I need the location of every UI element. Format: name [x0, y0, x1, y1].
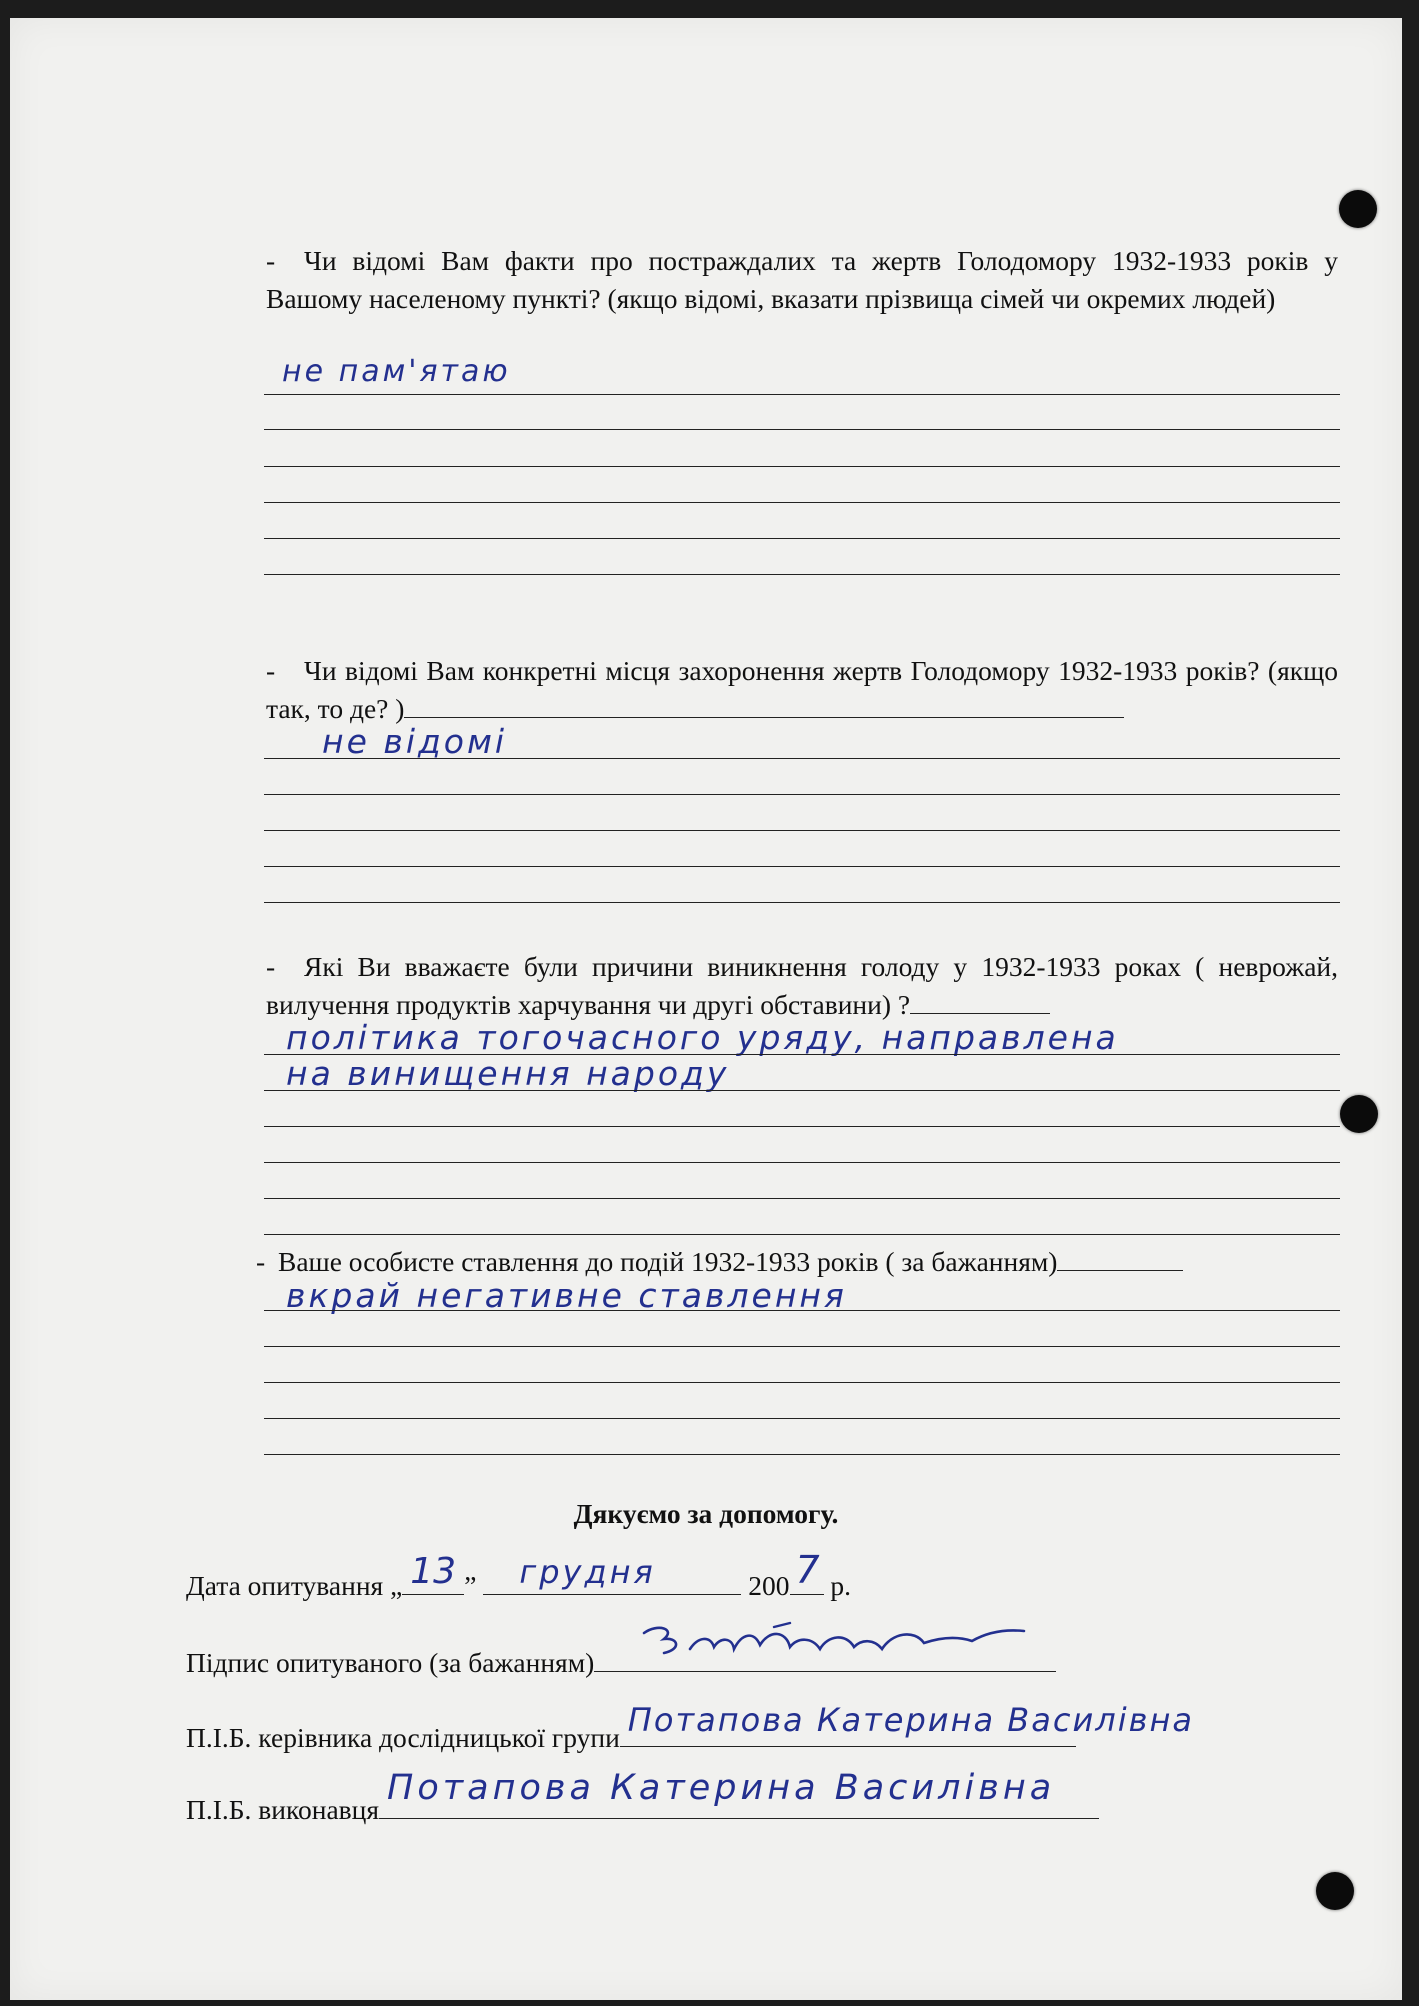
date-label: Дата опитування [186, 1570, 384, 1601]
handwritten-year-digit: 7 [795, 1548, 820, 1592]
answer-line [264, 902, 1340, 903]
handwritten-signature [624, 1619, 1044, 1665]
year-suffix: р. [830, 1570, 851, 1601]
question-dash: - [266, 245, 276, 276]
handwritten-answer: політика тогочасного уряду, направлена [286, 1018, 1119, 1057]
year-prefix: 200 [748, 1570, 790, 1601]
group-leader-blank [620, 1701, 1194, 1747]
handwritten-answer: не відомі [322, 722, 508, 761]
year-blank [790, 1548, 824, 1595]
handwritten-group-leader-name: Потапова Катерина Василівна [627, 1701, 1194, 1739]
question-dash: - [256, 1246, 266, 1277]
handwritten-answer: вкрай негативне ставлення [286, 1276, 847, 1315]
question-1 [266, 242, 1338, 318]
thanks-heading: Дякуємо за допомогу. [573, 1498, 839, 1529]
punch-hole-middle [1340, 1095, 1378, 1133]
answer-line [264, 1198, 1340, 1199]
answer-line [264, 830, 1340, 831]
punch-hole-top [1339, 190, 1377, 228]
answer-line [264, 1162, 1340, 1163]
signature-blank [594, 1643, 1056, 1672]
signature-label: Підпис опитуваного (за бажанням) [186, 1647, 595, 1678]
question-text: Які Ви вважаєте були причини виникнення голоду у 1932-1933 роках ( неврожай, вилучення продуктів харчування чи другі обставини) ? [266, 951, 1338, 1020]
question-3 [266, 948, 1338, 1024]
handwritten-answer: не пам'ятаю [282, 354, 511, 389]
answer-line [264, 574, 1340, 575]
open-quote: „ [390, 1570, 403, 1601]
executor-label: П.І.Б. виконавця [186, 1794, 379, 1825]
day-blank [402, 1551, 464, 1595]
executor-row [186, 1768, 1099, 1828]
answer-blank [910, 987, 1050, 1014]
survey-date-row [186, 1548, 851, 1604]
answer-line [264, 429, 1340, 430]
question-text: Чи відомі Вам конкретні місця захоронення жертв Голодомору 1932-1933 років? (якщо так, то де? ) [266, 655, 1338, 724]
answer-line [264, 1310, 1340, 1311]
answer-line [264, 394, 1340, 395]
question-text: Чи відомі Вам факти про постраждалих та жертв Голодомору 1932-1933 років у Вашому населеному пункті? (якщо відомі, вказати прізвища сімей чи окремих людей) [266, 245, 1338, 314]
answer-line [264, 1234, 1340, 1235]
answer-line [264, 1346, 1340, 1347]
group-leader-label: П.І.Б. керівника дослідницької групи [186, 1722, 620, 1753]
answer-line [264, 1454, 1340, 1455]
month-blank [483, 1553, 741, 1595]
handwritten-day: 13 [410, 1551, 457, 1592]
question-2 [266, 652, 1338, 728]
answer-blank [1057, 1244, 1183, 1271]
answer-line [264, 466, 1340, 467]
signature-row [186, 1643, 1056, 1681]
answer-blank [404, 691, 1124, 718]
executor-blank [379, 1768, 1099, 1819]
answer-line [264, 866, 1340, 867]
answer-line [264, 758, 1340, 759]
handwritten-month: грудня [519, 1553, 656, 1591]
answer-line [264, 1126, 1340, 1127]
group-leader-row [186, 1701, 1194, 1756]
close-quote: ” [464, 1570, 477, 1601]
question-text: Ваше особисте ставлення до подій 1932-1933 років ( за бажанням) [278, 1246, 1058, 1277]
handwritten-answer: на винищення народу [286, 1054, 730, 1093]
answer-line [264, 794, 1340, 795]
answer-line [264, 502, 1340, 503]
questionnaire-page [10, 18, 1402, 2000]
punch-hole-bottom [1316, 1872, 1354, 1910]
answer-line [264, 538, 1340, 539]
question-dash: - [266, 655, 276, 686]
question-dash: - [266, 951, 276, 982]
handwritten-executor-name: Потапова Катерина Василівна [387, 1768, 1056, 1808]
answer-line [264, 1382, 1340, 1383]
answer-line [264, 1090, 1340, 1091]
answer-line [264, 1418, 1340, 1419]
